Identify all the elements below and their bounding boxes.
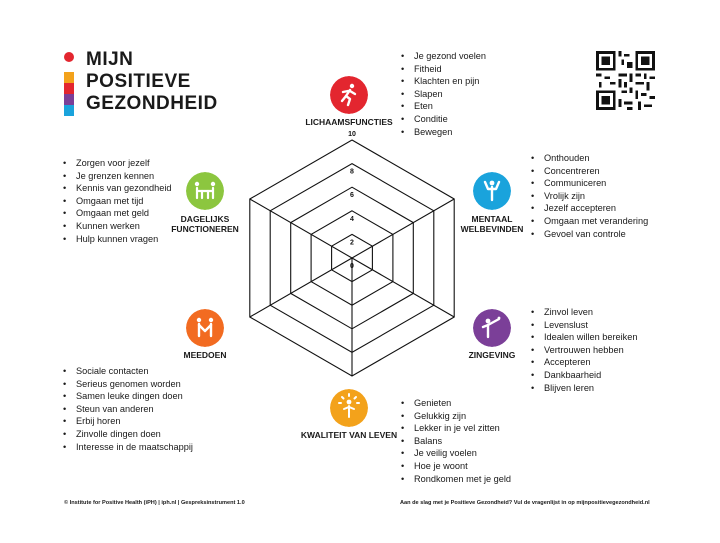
list-item: • Slapen: [400, 88, 486, 101]
logo-line-3: GEZONDHEID: [86, 93, 218, 114]
list-item: • Gelukkig zijn: [400, 410, 511, 423]
list-item: • Fitheid: [400, 63, 486, 76]
list-item: • Serieus genomen worden: [62, 378, 193, 391]
list-item: • Jezelf accepteren: [530, 202, 648, 215]
list-item: • Zorgen voor jezelf: [62, 157, 172, 170]
list-item: • Kennis van gezondheid: [62, 182, 172, 195]
list-item: • Kunnen werken: [62, 220, 172, 233]
list-item: • Hoe je woont: [400, 460, 511, 473]
label-mentaal-welbevinden: [453, 214, 531, 234]
list-item: • Erbij horen: [62, 415, 193, 428]
list-item: • Lekker in je vel zitten: [400, 422, 511, 435]
list-item: • Steun van anderen: [62, 403, 193, 416]
sun-person-icon: [330, 389, 368, 427]
list-item: • Blijven leren: [530, 382, 637, 395]
list-item: • Je veilig voelen: [400, 447, 511, 460]
runner-icon: [330, 76, 368, 114]
list-item: • Omgaan met verandering: [530, 215, 648, 228]
label-mentaal-line-1: MENTAAL: [471, 214, 513, 224]
list-item: • Omgaan met tijd: [62, 195, 172, 208]
list-mentaal-welbevinden: [530, 152, 648, 240]
list-lichaamsfuncties: [400, 50, 486, 138]
web-spoke-2: [352, 258, 454, 317]
list-item: • Communiceren: [530, 177, 648, 190]
label-dagelijks-line-1: DAGELIJKS: [180, 214, 230, 224]
people-at-table-icon: [186, 172, 224, 210]
list-item: • Eten: [400, 100, 486, 113]
list-meedoen: [62, 365, 193, 453]
list-item: • Vertrouwen hebben: [530, 344, 637, 357]
list-item: • Bewegen: [400, 126, 486, 139]
list-item: • Hulp kunnen vragen: [62, 233, 172, 246]
list-item: • Gevoel van controle: [530, 228, 648, 241]
list-item: • Omgaan met geld: [62, 207, 172, 220]
list-item: • Balans: [400, 435, 511, 448]
list-item: • Levenslust: [530, 319, 637, 332]
web-spoke-1: [352, 199, 454, 258]
list-item: • Genieten: [400, 397, 511, 410]
label-zingeving: ZINGEVING: [468, 350, 516, 360]
label-dagelijks-line-2: FUNCTIONEREN: [171, 224, 239, 234]
list-item: • Accepteren: [530, 356, 637, 369]
list-item: • Samen leuke dingen doen: [62, 390, 193, 403]
list-item: • Concentreren: [530, 165, 648, 178]
scale-label-10: 10: [348, 131, 356, 138]
list-dagelijks-functioneren: [62, 157, 172, 245]
label-lichaamsfuncties: LICHAAMSFUNCTIES: [305, 117, 393, 127]
footer-copyright: © Institute for Positive Health (iPH) | iph.nl | Gespreksinstrument 1.0: [64, 500, 245, 506]
two-people-icon: [186, 309, 224, 347]
web-spoke-4: [250, 258, 352, 317]
list-kwaliteit-van-leven: [400, 397, 511, 485]
list-item: • Vrolijk zijn: [530, 190, 648, 203]
label-meedoen: MEEDOEN: [183, 350, 227, 360]
list-item: • Zinvol leven: [530, 306, 637, 319]
list-item: • Je grenzen kennen: [62, 170, 172, 183]
label-dagelijks-functioneren: [160, 214, 250, 234]
web-spoke-5: [250, 199, 352, 258]
logo-line-1: MIJN: [86, 49, 134, 70]
list-item: • Klachten en pijn: [400, 75, 486, 88]
scale-label-2: 2: [350, 239, 354, 247]
scale-label-6: 6: [350, 192, 354, 200]
footer-call-to-action: Aan de slag met je Positieve Gezondheid? Vul de vragenlijst in op mijnpositievegezondheid.nl: [400, 500, 650, 506]
scale-label-8: 8: [350, 168, 354, 176]
label-mentaal-line-2: WELBEVINDEN: [460, 224, 524, 234]
scale-label-0: 0: [350, 263, 354, 270]
list-item: • Sociale contacten: [62, 365, 193, 378]
list-item: • Conditie: [400, 113, 486, 126]
person-raised-arms-icon: [473, 172, 511, 210]
list-item: • Interesse in de maatschappij: [62, 441, 193, 454]
list-zingeving: [530, 306, 637, 394]
logo-line-2: POSITIEVE: [86, 71, 191, 92]
list-item: • Onthouden: [530, 152, 648, 165]
scale-label-4: 4: [350, 215, 354, 223]
label-kwaliteit-van-leven: KWALITEIT VAN LEVEN: [300, 430, 398, 440]
list-item: • Idealen willen bereiken: [530, 331, 637, 344]
list-item: • Rondkomen met je geld: [400, 473, 511, 486]
list-item: • Dankbaarheid: [530, 369, 637, 382]
list-item: • Zinvolle dingen doen: [62, 428, 193, 441]
list-item: • Je gezond voelen: [400, 50, 486, 63]
person-reaching-icon: [473, 309, 511, 347]
